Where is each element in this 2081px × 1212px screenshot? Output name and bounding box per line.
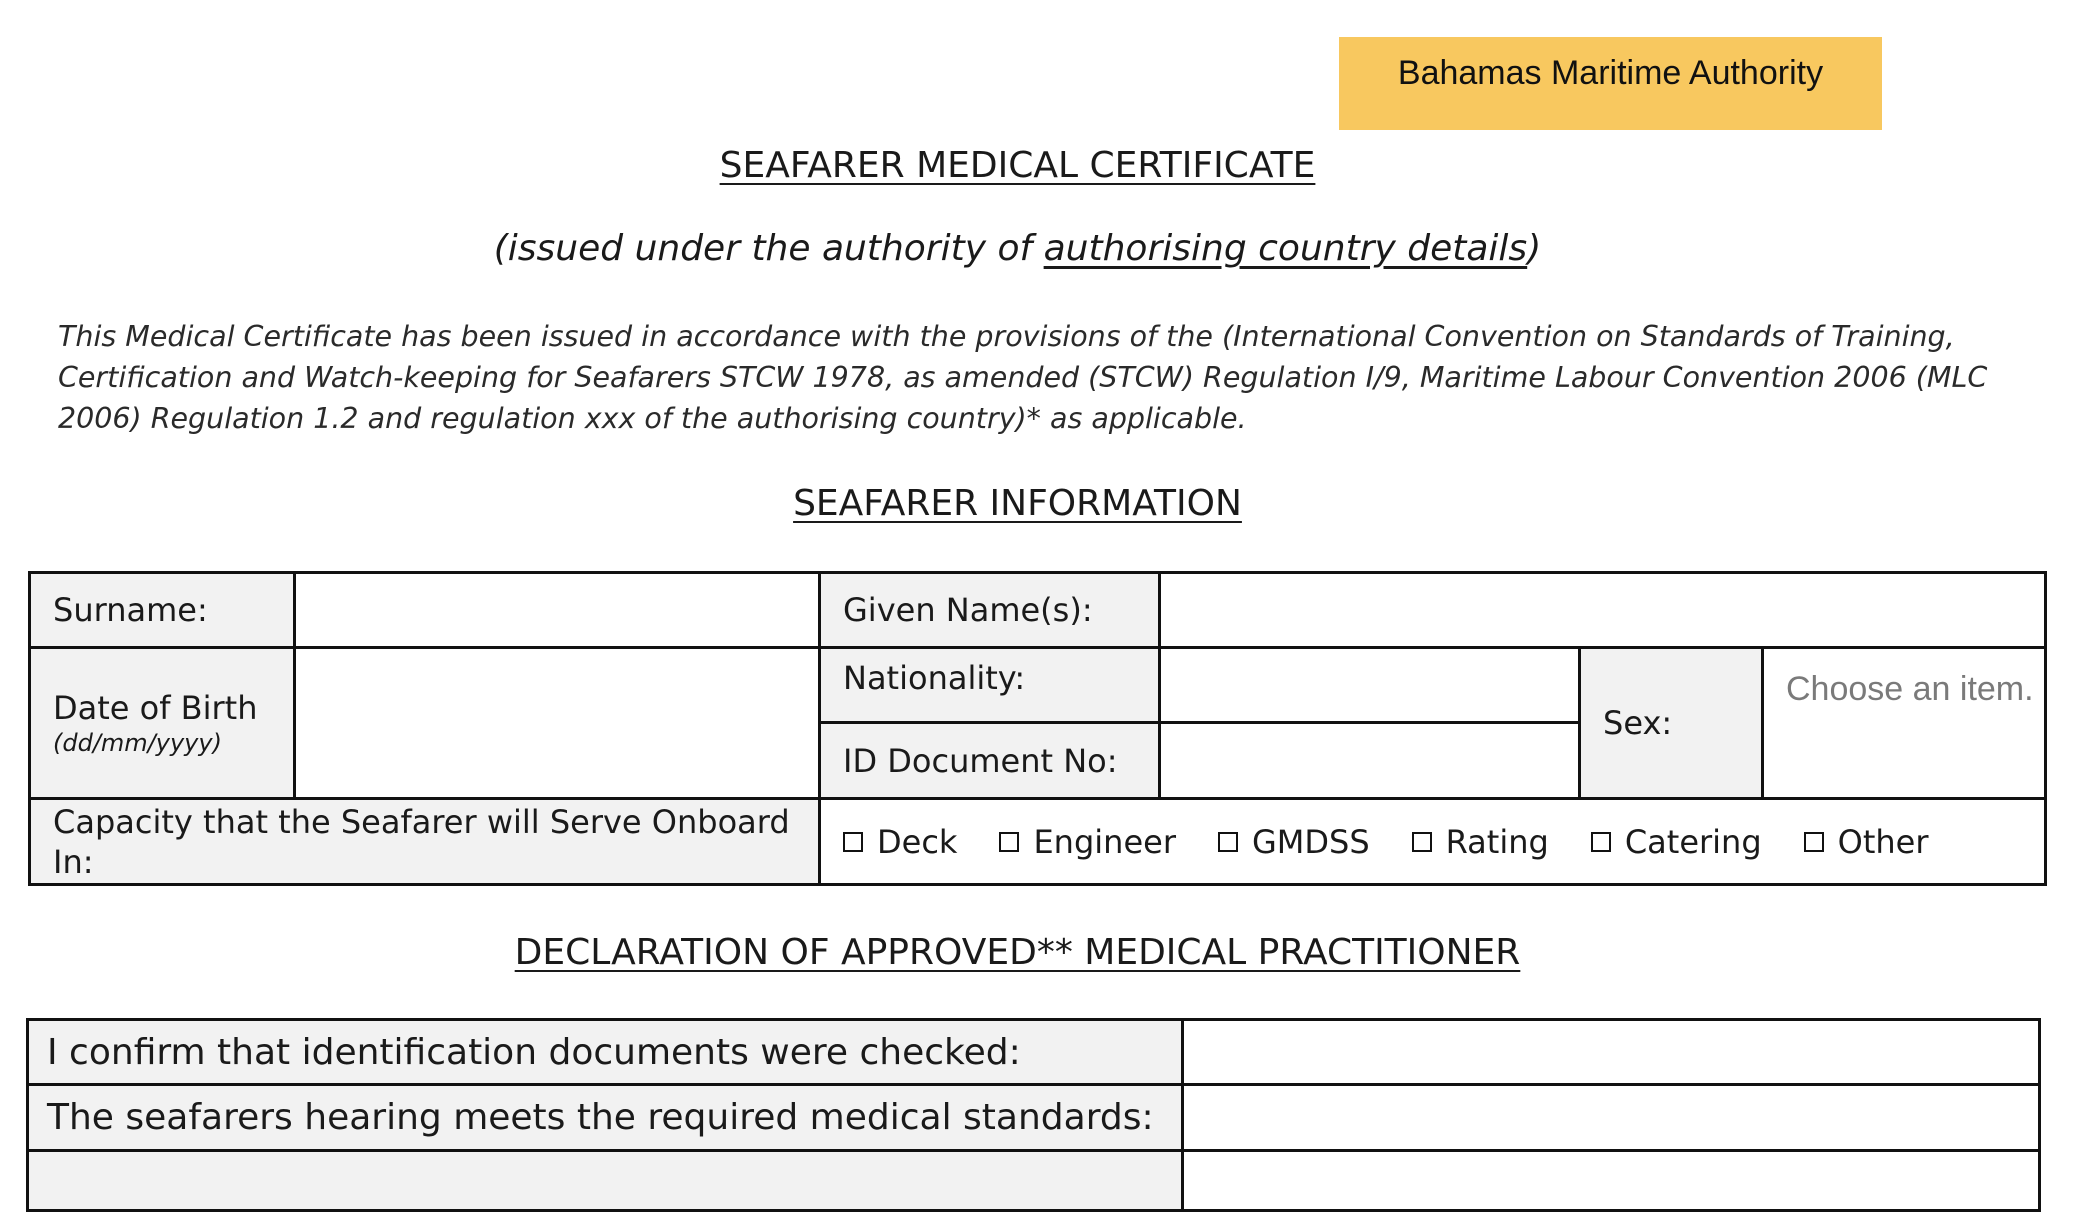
- checkbox-icon[interactable]: [1412, 832, 1432, 852]
- checkbox-icon[interactable]: [1591, 832, 1611, 852]
- id-doc-label: ID Document No:: [820, 723, 1160, 799]
- dob-field[interactable]: [295, 648, 820, 799]
- declaration-heading: DECLARATION OF APPROVED** MEDICAL PRACTITIONER: [514, 932, 1521, 973]
- given-names-label: Given Name(s):: [820, 573, 1160, 648]
- nationality-field[interactable]: [1160, 648, 1580, 723]
- authorising-country-details[interactable]: authorising country details: [1043, 228, 1528, 269]
- capacity-option-other[interactable]: [1804, 823, 1929, 861]
- sex-placeholder: Choose an item.: [1786, 670, 2034, 708]
- capacity-option-gmdss[interactable]: [1218, 823, 1370, 861]
- checkbox-icon[interactable]: [1218, 832, 1238, 852]
- seafarer-info-table: [28, 571, 2047, 886]
- subtitle-suffix: ): [1527, 228, 1542, 269]
- capacity-option-rating[interactable]: [1412, 823, 1549, 861]
- capacity-option-catering[interactable]: [1591, 823, 1762, 861]
- seafarer-info-heading: SEAFARER INFORMATION: [793, 483, 1242, 524]
- checkbox-icon[interactable]: [1804, 832, 1824, 852]
- capacity-option-label: Deck: [877, 822, 958, 861]
- dob-format-hint: (dd/mm/yyyy): [53, 729, 222, 757]
- declaration-row-field[interactable]: [1183, 1151, 2040, 1211]
- surname-field[interactable]: [295, 573, 820, 648]
- id-doc-field[interactable]: [1160, 723, 1580, 799]
- capacity-label: Capacity that the Seafarer will Serve Onboard In:: [30, 799, 820, 885]
- capacity-options-cell: [820, 799, 2046, 885]
- certificate-subtitle: [0, 228, 2035, 269]
- capacity-option-label: Rating: [1445, 822, 1549, 861]
- subtitle-prefix: (issued under the authority of: [493, 228, 1044, 269]
- declaration-row-field[interactable]: [1183, 1085, 2040, 1151]
- capacity-option-label: Other: [1837, 822, 1929, 861]
- dob-label: Date of Birth: [53, 689, 258, 727]
- capacity-option-deck[interactable]: [843, 823, 957, 861]
- declaration-row-label: The seafarers hearing meets the required medical standards:: [28, 1085, 1183, 1151]
- sex-select[interactable]: [1763, 648, 2046, 799]
- authority-name: Bahamas Maritime Authority: [1397, 54, 1824, 92]
- capacity-option-label: Catering: [1624, 822, 1762, 861]
- capacity-option-label: GMDSS: [1251, 822, 1370, 861]
- declaration-row-label: I confirm that identification documents were checked:: [28, 1020, 1183, 1085]
- nationality-label: Nationality:: [820, 648, 1160, 723]
- checkbox-icon[interactable]: [843, 832, 863, 852]
- capacity-options: [843, 823, 2044, 861]
- capacity-option-label: Engineer: [1033, 822, 1176, 861]
- given-names-field[interactable]: [1160, 573, 2046, 648]
- dob-label-cell: [30, 648, 295, 799]
- authority-badge: [1339, 37, 1882, 130]
- capacity-option-engineer[interactable]: [999, 823, 1176, 861]
- intro-paragraph: This Medical Certificate has been issued in accordance with the provisions of the (International Convention on Standards of Training, Certification and Watch-keeping for Seafarers STCW 1978, as amended (STCW) Regulation I/9, Maritime Labour Convention 2006 (MLC 2006) Regulation 1.2 and regulation xxx of the authorising country)* as applicable.: [58, 320, 1988, 435]
- surname-label: Surname:: [30, 573, 295, 648]
- certificate-title: SEAFARER MEDICAL CERTIFICATE: [719, 145, 1316, 186]
- declaration-table: [26, 1018, 2041, 1212]
- declaration-row-field[interactable]: [1183, 1020, 2040, 1085]
- sex-label: Sex:: [1580, 648, 1763, 799]
- declaration-row-label: [28, 1151, 1183, 1211]
- checkbox-icon[interactable]: [999, 832, 1019, 852]
